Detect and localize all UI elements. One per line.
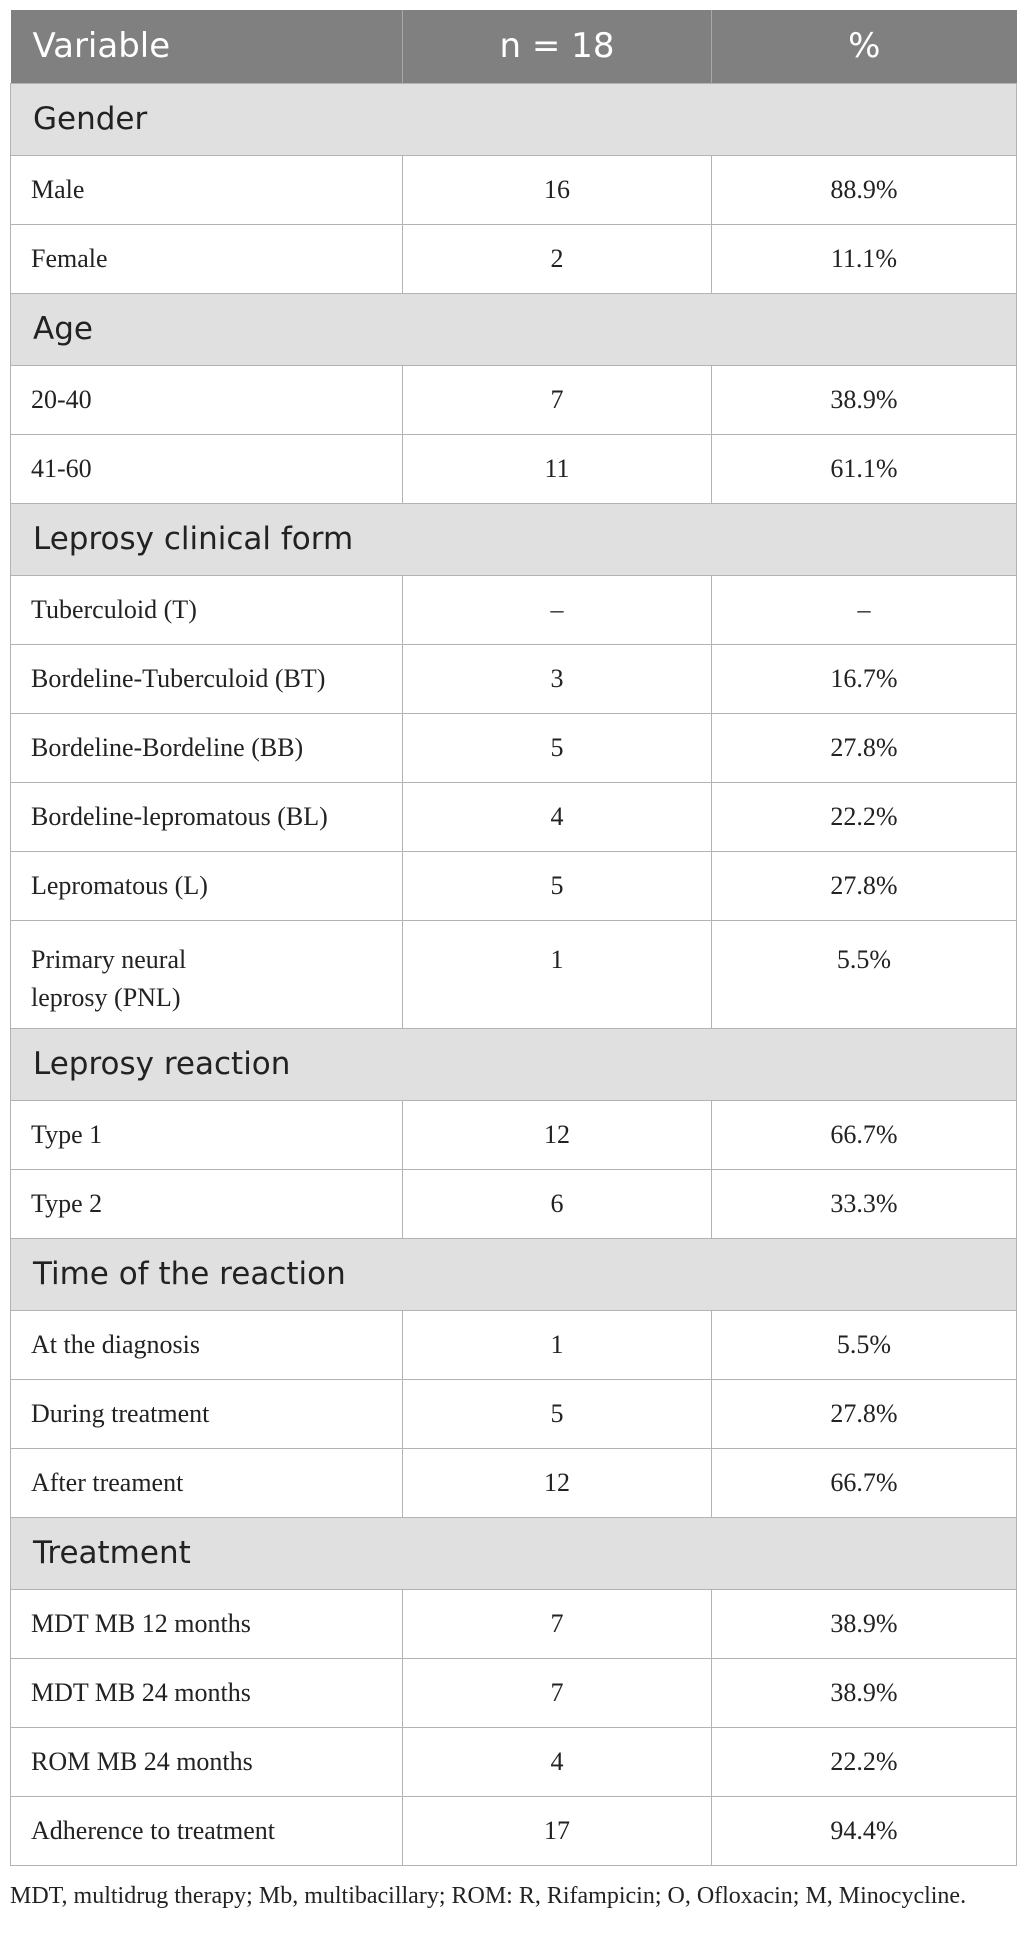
table-row — [11, 434, 1017, 503]
row-label: MDT MB 12 months — [11, 1589, 403, 1658]
section-row-age — [11, 293, 1017, 365]
row-label: 41-60 — [11, 434, 403, 503]
section-row-time-of-reaction — [11, 1238, 1017, 1310]
table-row — [11, 365, 1017, 434]
table-row — [11, 575, 1017, 644]
row-label: MDT MB 24 months — [11, 1658, 403, 1727]
row-label: After treament — [11, 1448, 403, 1517]
row-pct: 16.7% — [712, 644, 1017, 713]
table-row — [11, 1727, 1017, 1796]
row-label: Type 1 — [11, 1100, 403, 1169]
section-title: Treatment — [11, 1517, 1017, 1589]
section-title: Time of the reaction — [11, 1238, 1017, 1310]
row-label: Adherence to treatment — [11, 1796, 403, 1865]
table-row — [11, 920, 1017, 1028]
section-title: Gender — [11, 83, 1017, 155]
row-label: Bordeline-Tuberculoid (BT) — [11, 644, 403, 713]
section-row-gender — [11, 83, 1017, 155]
row-pct: 66.7% — [712, 1448, 1017, 1517]
table-row — [11, 224, 1017, 293]
row-pct: 33.3% — [712, 1169, 1017, 1238]
section-row-treatment — [11, 1517, 1017, 1589]
row-pct: 27.8% — [712, 851, 1017, 920]
row-n: 12 — [403, 1448, 712, 1517]
row-n: 7 — [403, 1658, 712, 1727]
row-n: 7 — [403, 1589, 712, 1658]
section-title: Age — [11, 293, 1017, 365]
row-pct: 27.8% — [712, 1379, 1017, 1448]
row-n: 1 — [403, 1310, 712, 1379]
row-label: Male — [11, 155, 403, 224]
row-label: During treatment — [11, 1379, 403, 1448]
table-row — [11, 851, 1017, 920]
row-n: 3 — [403, 644, 712, 713]
row-pct: 88.9% — [712, 155, 1017, 224]
header-pct: % — [712, 10, 1017, 83]
section-title: Leprosy clinical form — [11, 503, 1017, 575]
table-row — [11, 713, 1017, 782]
row-n: 5 — [403, 713, 712, 782]
row-pct: 66.7% — [712, 1100, 1017, 1169]
table-row — [11, 1169, 1017, 1238]
row-pct: 38.9% — [712, 365, 1017, 434]
section-row-clinical-form — [11, 503, 1017, 575]
row-n: 5 — [403, 851, 712, 920]
row-n: 11 — [403, 434, 712, 503]
row-n: 17 — [403, 1796, 712, 1865]
row-n: 16 — [403, 155, 712, 224]
row-label: Type 2 — [11, 1169, 403, 1238]
row-n: 12 — [403, 1100, 712, 1169]
table-row — [11, 1658, 1017, 1727]
table-row — [11, 1448, 1017, 1517]
data-table — [10, 10, 1017, 1866]
row-label: Bordeline-lepromatous (BL) — [11, 782, 403, 851]
table-container — [10, 10, 1016, 1915]
row-pct: 11.1% — [712, 224, 1017, 293]
row-n: 4 — [403, 1727, 712, 1796]
row-n: 4 — [403, 782, 712, 851]
row-n: 1 — [403, 920, 712, 1028]
section-row-leprosy-reaction — [11, 1028, 1017, 1100]
row-label-line1: Primary neural — [31, 944, 187, 974]
row-pct: 27.8% — [712, 713, 1017, 782]
row-pct: 61.1% — [712, 434, 1017, 503]
row-label-line2: leprosy (PNL) — [31, 982, 181, 1012]
row-pct: 38.9% — [712, 1658, 1017, 1727]
row-label: Tuberculoid (T) — [11, 575, 403, 644]
header-variable: Variable — [11, 10, 403, 83]
row-pct: 38.9% — [712, 1589, 1017, 1658]
row-label — [11, 920, 403, 1028]
table-row — [11, 782, 1017, 851]
table-row — [11, 1379, 1017, 1448]
row-n: – — [403, 575, 712, 644]
row-label: Lepromatous (L) — [11, 851, 403, 920]
table-row — [11, 155, 1017, 224]
row-label: Female — [11, 224, 403, 293]
table-row — [11, 1310, 1017, 1379]
row-pct: 22.2% — [712, 1727, 1017, 1796]
row-pct: 22.2% — [712, 782, 1017, 851]
row-pct: 5.5% — [712, 1310, 1017, 1379]
section-title: Leprosy reaction — [11, 1028, 1017, 1100]
row-label: ROM MB 24 months — [11, 1727, 403, 1796]
row-label: Bordeline-Bordeline (BB) — [11, 713, 403, 782]
row-n: 7 — [403, 365, 712, 434]
header-row — [11, 10, 1017, 83]
row-n: 6 — [403, 1169, 712, 1238]
table-row — [11, 1796, 1017, 1865]
row-pct: 5.5% — [712, 920, 1017, 1028]
row-label: At the diagnosis — [11, 1310, 403, 1379]
table-row — [11, 644, 1017, 713]
row-pct: – — [712, 575, 1017, 644]
table-footnote: MDT, multidrug therapy; Mb, multibacillary; ROM: R, Rifampicin; O, Ofloxacin; M, Minocycline. — [10, 1882, 967, 1909]
table-row — [11, 1100, 1017, 1169]
table-row — [11, 1589, 1017, 1658]
row-n: 2 — [403, 224, 712, 293]
header-n: n = 18 — [403, 10, 712, 83]
row-n: 5 — [403, 1379, 712, 1448]
row-label: 20-40 — [11, 365, 403, 434]
row-pct: 94.4% — [712, 1796, 1017, 1865]
